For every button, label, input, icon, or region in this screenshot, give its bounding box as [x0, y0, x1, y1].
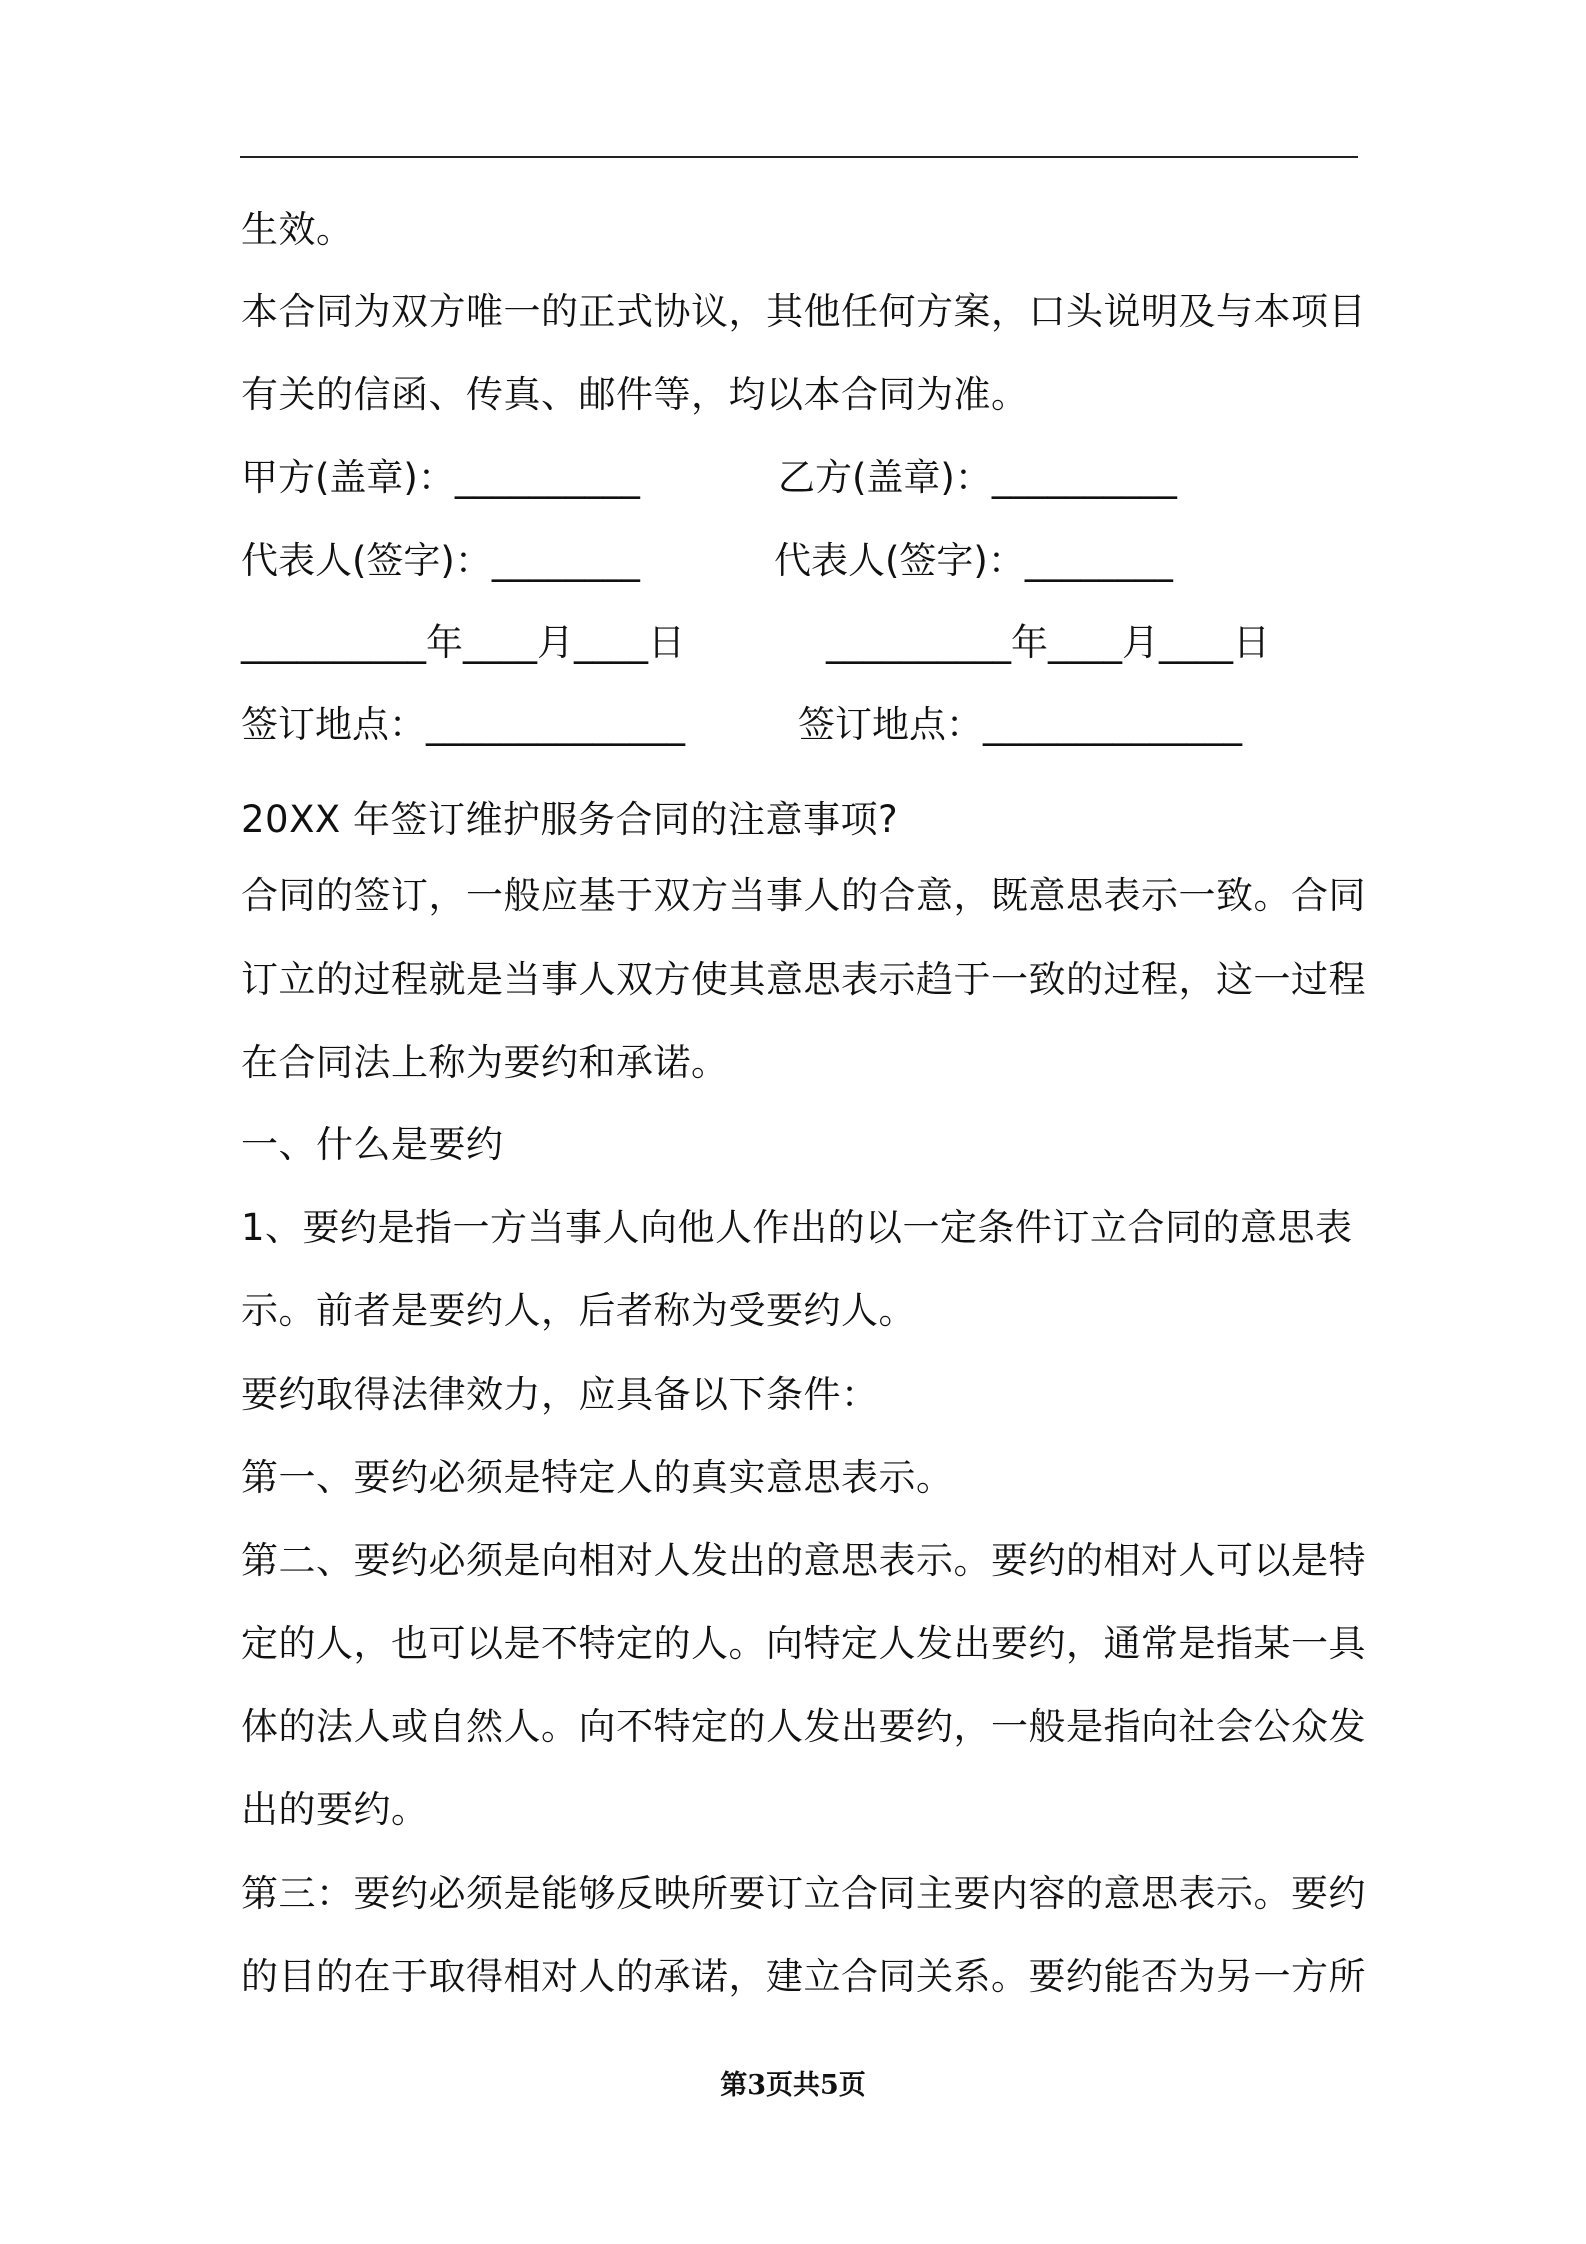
paragraph-line: 合同的签订，一般应基于双方当事人的合意，既意思表示一致。合同 [241, 874, 1366, 917]
party-a-seal-field: 甲方(盖章)：__________ [241, 456, 640, 499]
paragraph-line: 定的人，也可以是不特定的人。向特定人发出要约，通常是指某一具 [241, 1622, 1366, 1665]
section-heading: 一、什么是要约 [241, 1123, 504, 1166]
paragraph-line: 有关的信函、传真、邮件等，均以本合同为准。 [241, 373, 1029, 416]
paragraph-line: 在合同法上称为要约和承诺。 [241, 1041, 729, 1084]
party-a-signing-place-field: 签订地点：______________ [241, 703, 685, 746]
party-a-date-field: __________年____月____日 [241, 621, 685, 664]
party-b-seal-field: 乙方(盖章)：__________ [778, 456, 1177, 499]
party-b-date-field: __________年____月____日 [826, 621, 1270, 664]
paragraph-line: 1、要约是指一方当事人向他人作出的以一定条件订立合同的意思表 [241, 1206, 1353, 1249]
paragraph-line: 的目的在于取得相对人的承诺，建立合同关系。要约能否为另一方所 [241, 1955, 1366, 1998]
paragraph-line: 第二、要约必须是向相对人发出的意思表示。要约的相对人可以是特 [241, 1539, 1366, 1582]
paragraph-line: 第一、要约必须是特定人的真实意思表示。 [241, 1456, 954, 1499]
paragraph-line: 第三：要约必须是能够反映所要订立合同主要内容的意思表示。要约 [241, 1872, 1366, 1915]
paragraph-line: 示。前者是要约人，后者称为受要约人。 [241, 1289, 916, 1332]
paragraph-line: 订立的过程就是当事人双方使其意思表示趋于一致的过程，这一过程 [241, 958, 1366, 1001]
party-b-signing-place-field: 签订地点：______________ [798, 703, 1242, 746]
header-rule [240, 156, 1358, 158]
paragraph-line: 生效。 [241, 208, 354, 251]
party-b-representative-field: 代表人(签字)：________ [774, 539, 1173, 582]
party-a-representative-field: 代表人(签字)：________ [241, 539, 640, 582]
paragraph-line: 出的要约。 [241, 1788, 429, 1831]
section-title: 20XX 年签订维护服务合同的注意事项? [241, 798, 899, 841]
paragraph-line: 要约取得法律效力，应具备以下条件： [241, 1373, 879, 1416]
page-number: 第3页共5页 [720, 2070, 866, 2101]
paragraph-line: 本合同为双方唯一的正式协议，其他任何方案，口头说明及与本项目 [241, 290, 1366, 333]
paragraph-line: 体的法人或自然人。向不特定的人发出要约，一般是指向社会公众发 [241, 1705, 1366, 1748]
